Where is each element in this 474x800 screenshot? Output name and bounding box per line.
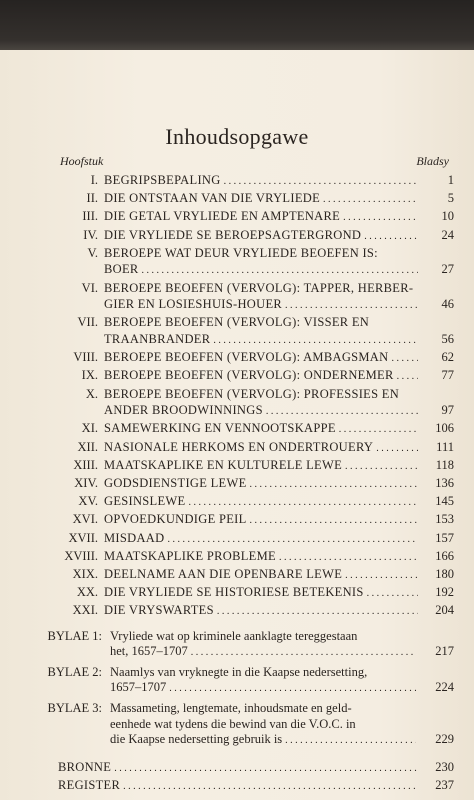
entry-page-number: 180 (435, 567, 454, 581)
entry-page-number: 230 (435, 759, 454, 774)
entry-page-number: 24 (441, 227, 454, 242)
entry-number: XVI. (72, 512, 98, 527)
page-title: Inhoudsopgawe (165, 124, 309, 149)
entry-page-number: 62 (441, 350, 454, 365)
entry-number: I. (90, 173, 98, 187)
entry-title: BEGRIPSBEPALING . . . (104, 172, 418, 191)
leader-dots (250, 511, 418, 530)
leader-dots (345, 566, 418, 585)
book-edge-shadow (0, 0, 474, 50)
entry-title: MAATSKAPLIKE PROBLEME . . . (104, 548, 418, 567)
entry-page-number: 224 (435, 680, 454, 695)
entry-page-number: 237 (435, 778, 454, 793)
entry-number: XIV. (74, 476, 98, 490)
entry-page-number: 46 (441, 297, 454, 312)
entry-page-number: 157 (435, 530, 454, 545)
leader-dots (376, 439, 418, 458)
leader-dots (114, 759, 418, 778)
leader-dots (364, 227, 418, 246)
entry-page-number: 204 (435, 603, 454, 618)
leader-dots (323, 190, 418, 209)
entry-number: BYLAE 2: (47, 664, 102, 679)
entry-page-number: 27 (441, 262, 454, 277)
entry-number: XIII. (73, 457, 98, 472)
leader-dots (142, 261, 418, 280)
entry-title: Massameting, lengtemate, inhoudsmate en geld- eenhede wat tydens die bewind van die V.O.C. in die Kaapse nedersetting gebruik is . . . (110, 701, 416, 749)
entry-number: XI. (81, 421, 98, 436)
entry-title: BEROEPE BEOEFEN (VERVOLG): AMBAGSMAN . . . (104, 349, 418, 368)
entry-number: XIX. (72, 567, 98, 581)
leader-dots (191, 644, 416, 661)
leader-dots (266, 402, 418, 421)
leader-dots (285, 732, 416, 749)
entry-number: II. (86, 191, 98, 206)
entry-number: XII. (77, 439, 98, 454)
leader-dots (345, 457, 418, 476)
entry-title: NASIONALE HERKOMS EN ONDERTROUERY . . . (104, 439, 418, 458)
entry-title: BRONNE . . . (58, 759, 418, 778)
entry-title: SAMEWERKING EN VENNOOTSKAPPE . . . (104, 420, 418, 439)
entry-title: BEROEPE BEOEFEN (VERVOLG): ONDERNEMER . . . (104, 367, 418, 386)
entry-title: Naamlys van vryknegte in die Kaapse nedersetting, 1657–1707 . . . (110, 665, 416, 697)
leader-dots (397, 367, 418, 386)
entry-page-number: 1 (447, 173, 454, 187)
entry-number: XVIII. (64, 548, 98, 563)
entry-number: XX. (76, 585, 98, 600)
leader-dots (367, 584, 418, 603)
leader-dots (188, 493, 418, 512)
entry-number: BYLAE 3: (47, 701, 102, 715)
entry-title: BEROEPE BEOEFEN (VERVOLG): TAPPER, HERBER- GIER EN LOSIESHUIS-HOUER . . . (104, 280, 418, 315)
leader-dots (213, 331, 418, 350)
leader-dots (343, 208, 418, 227)
entry-page-number: 118 (435, 457, 454, 472)
entry-number: XXI. (72, 603, 98, 618)
entry-title: OPVOEDKUNDIGE PEIL . . . (104, 511, 418, 530)
entry-title: REGISTER . . . (58, 777, 418, 796)
entry-page-number: 56 (441, 331, 454, 346)
entry-title: Vryliede wat op kriminele aanklagte tereggestaan het, 1657–1707 . . . (110, 629, 416, 661)
entry-page-number: 97 (441, 403, 454, 418)
entry-page-number: 192 (435, 585, 454, 600)
column-header-page: Bladsy (416, 154, 449, 168)
entry-number: VIII. (73, 350, 98, 365)
entry-title: DIE VRYLIEDE SE BEROEPSAGTERGROND . . . (104, 227, 418, 246)
leader-dots (123, 777, 418, 796)
entry-page-number: 153 (435, 512, 454, 527)
entry-number: IX. (81, 368, 98, 383)
entry-title: DIE VRYSWARTES . . . (104, 602, 418, 621)
leader-dots (285, 296, 418, 315)
entry-title: DIE GETAL VRYLIEDE EN AMPTENARE . . . (104, 208, 418, 227)
entry-number: V. (87, 245, 98, 260)
entry-number: VI. (81, 280, 98, 295)
entry-page-number: 111 (436, 439, 454, 454)
entry-title: BEROEPE WAT DEUR VRYLIEDE BEOEFEN IS: BOER . . . (104, 245, 418, 280)
leader-dots (224, 172, 418, 191)
entry-number: III. (82, 209, 98, 224)
entry-title: BEROEPE BEOEFEN (VERVOLG): VISSER EN TRAANBRANDER . . . (104, 314, 418, 349)
entry-page-number: 5 (447, 191, 454, 206)
entry-number: IV. (83, 227, 98, 242)
leader-dots (250, 475, 418, 494)
entry-title: DEELNAME AAN DIE OPENBARE LEWE . . . (104, 566, 418, 585)
entry-page-number: 106 (435, 421, 454, 436)
column-header-chapter: Hoofstuk (60, 154, 104, 168)
entry-page-number: 10 (441, 209, 454, 224)
leader-dots (169, 680, 416, 697)
entry-title: DIE VRYLIEDE SE HISTORIESE BETEKENIS . . . (104, 584, 418, 603)
entry-page-number: 145 (435, 494, 454, 509)
entry-title: BEROEPE BEOEFEN (VERVOLG): PROFESSIES EN ANDER BROODWINNINGS . . . (104, 386, 418, 421)
entry-title: GESINSLEWE . . . (104, 493, 418, 512)
entry-page-number: 217 (435, 644, 454, 659)
entry-number: VII. (77, 315, 98, 330)
entry-title: GODSDIENSTIGE LEWE . . . (104, 475, 418, 494)
leader-dots (279, 548, 418, 567)
entry-number: BYLAE 1: (47, 628, 102, 643)
entry-title: DIE ONTSTAAN VAN DIE VRYLIEDE . . . (104, 190, 418, 209)
entry-number: XV. (78, 494, 98, 509)
leader-dots (167, 530, 418, 549)
entry-number: X. (85, 386, 98, 401)
entry-title: MAATSKAPLIKE EN KULTURELE LEWE . . . (104, 457, 418, 476)
entry-number: XVII. (68, 530, 98, 545)
entry-title: MISDAAD . . . (104, 530, 418, 549)
leader-dots (217, 602, 418, 621)
leader-dots (391, 349, 418, 368)
entry-page-number: 229 (435, 732, 454, 747)
leader-dots (339, 420, 418, 439)
entry-page-number: 77 (441, 368, 454, 383)
entry-page-number: 166 (435, 548, 454, 563)
entry-page-number: 136 (435, 476, 454, 490)
